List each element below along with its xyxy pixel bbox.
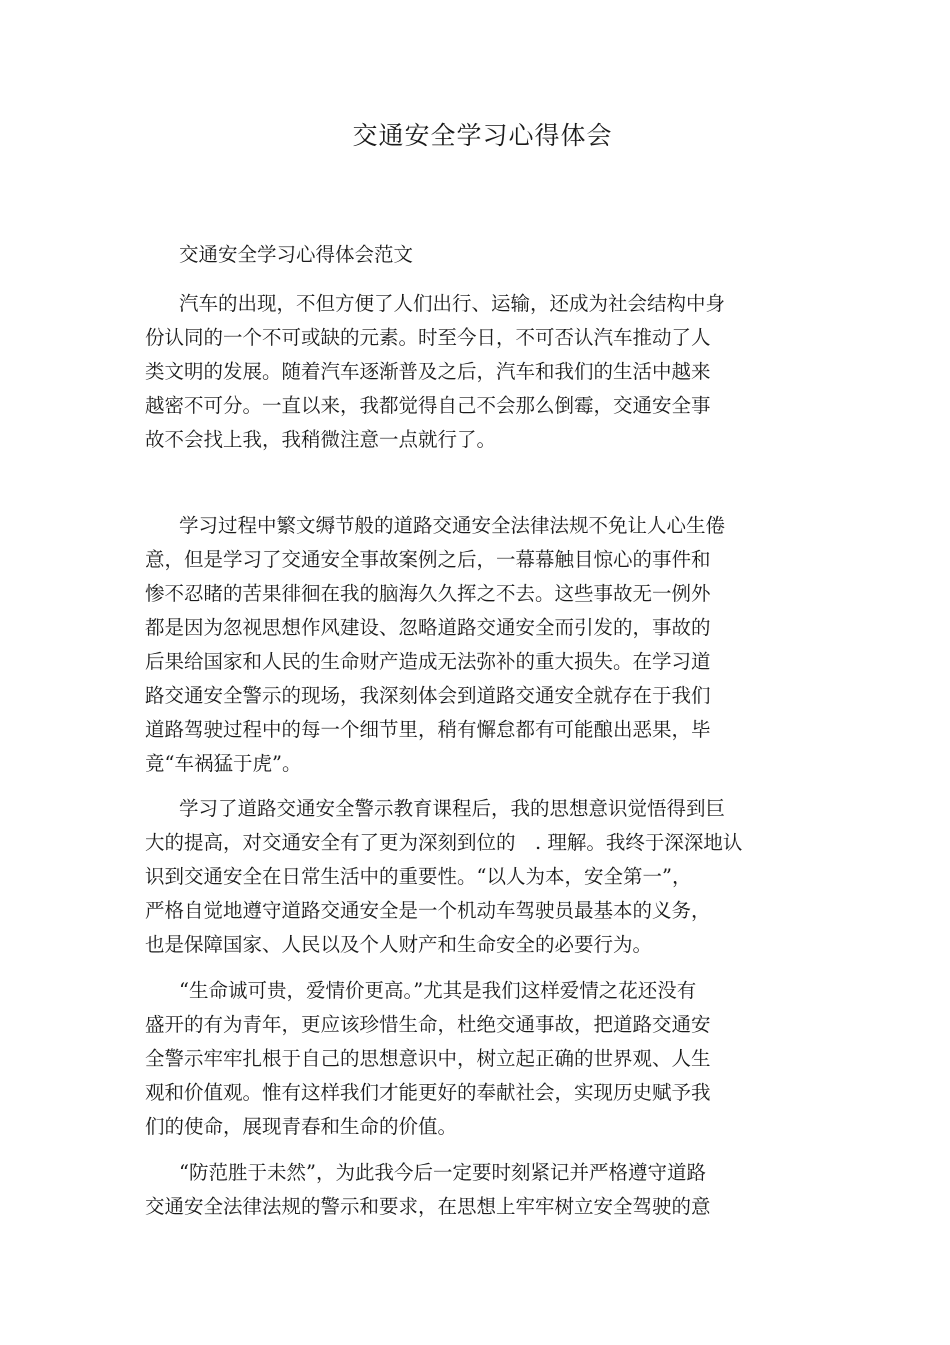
paragraph-1 <box>145 287 795 457</box>
paragraph-line: 学习了道路交通安全警示教育课程后，我的思想意识觉悟得到巨 <box>179 797 726 820</box>
paragraph-line: 大的提高，对交通安全有了更为深刻到位的 . 理解。我终于深深地认 <box>145 831 743 854</box>
paragraph-line: 交通安全法律法规的警示和要求，在思想上牢牢树立安全驾驶的意 <box>145 1195 711 1218</box>
paragraph-line: 观和价值观。惟有这样我们才能更好的奉献社会，实现历史赋予我 <box>145 1081 711 1104</box>
paragraph-2 <box>145 509 795 781</box>
paragraph-line: 道路驾驶过程中的每一个细节里，稍有懈怠都有可能酿出恶果，毕 <box>145 718 711 741</box>
paragraph-line: 也是保障国家、人民以及个人财产和生命安全的必要行为。 <box>145 933 653 956</box>
paragraph-line: 识到交通安全在日常生活中的重要性。“以人为本，安全第一”， <box>145 865 692 888</box>
paragraph-line: 份认同的一个不可或缺的元素。时至今日，不可否认汽车推动了人 <box>145 326 711 349</box>
paragraph-line: 意，但是学习了交通安全事故案例之后，一幕幕触目惊心的事件和 <box>145 548 711 571</box>
paragraph-line: 学习过程中繁文缛节般的道路交通安全法律法规不免让人心生倦 <box>179 514 726 537</box>
paragraph-line: 汽车的出现，不但方便了人们出行、运输，还成为社会结构中身 <box>179 292 726 315</box>
document-title: 交通安全学习心得体会 <box>352 121 613 150</box>
paragraph-line: 严格自觉地遵守道路交通安全是一个机动车驾驶员最基本的义务， <box>145 899 711 922</box>
paragraph-4 <box>145 974 795 1144</box>
paragraph-line: 类文明的发展。随着汽车逐渐普及之后，汽车和我们的生活中越来 <box>145 360 711 383</box>
paragraph-3 <box>145 792 795 962</box>
paragraph-line: 故不会找上我，我稍微注意一点就行了。 <box>145 428 497 451</box>
paragraph-line: 盛开的有为青年，更应该珍惜生命，杜绝交通事故，把道路交通安 <box>145 1013 711 1036</box>
paragraph-5 <box>145 1156 795 1224</box>
paragraph-line: 都是因为忽视思想作风建设、忽略道路交通安全而引发的，事故的 <box>145 616 711 639</box>
paragraph-line: 惨不忍睹的苦果徘徊在我的脑海久久挥之不去。这些事故无一例外 <box>145 582 711 605</box>
document-subtitle: 交通安全学习心得体会范文 <box>179 243 414 266</box>
paragraph-line: 路交通安全警示的现场，我深刻体会到道路交通安全就存在于我们 <box>145 684 711 707</box>
paragraph-line: 们的使命，展现青春和生命的价值。 <box>145 1115 458 1138</box>
paragraph-line: “生命诚可贵，爱情价更高。”尤其是我们这样爱情之花还没有 <box>179 979 697 1002</box>
paragraph-line: 越密不可分。一直以来，我都觉得自己不会那么倒霉，交通安全事 <box>145 394 711 417</box>
paragraph-line: “防范胜于未然”，为此我今后一定要时刻紧记并严格遵守道路 <box>179 1161 706 1184</box>
paragraph-line: 全警示牢牢扎根于自己的思想意识中，树立起正确的世界观、人生 <box>145 1047 711 1070</box>
paragraph-line: 竟“车祸猛于虎”。 <box>145 752 302 775</box>
paragraph-line: 后果给国家和人民的生命财产造成无法弥补的重大损失。在学习道 <box>145 650 711 673</box>
